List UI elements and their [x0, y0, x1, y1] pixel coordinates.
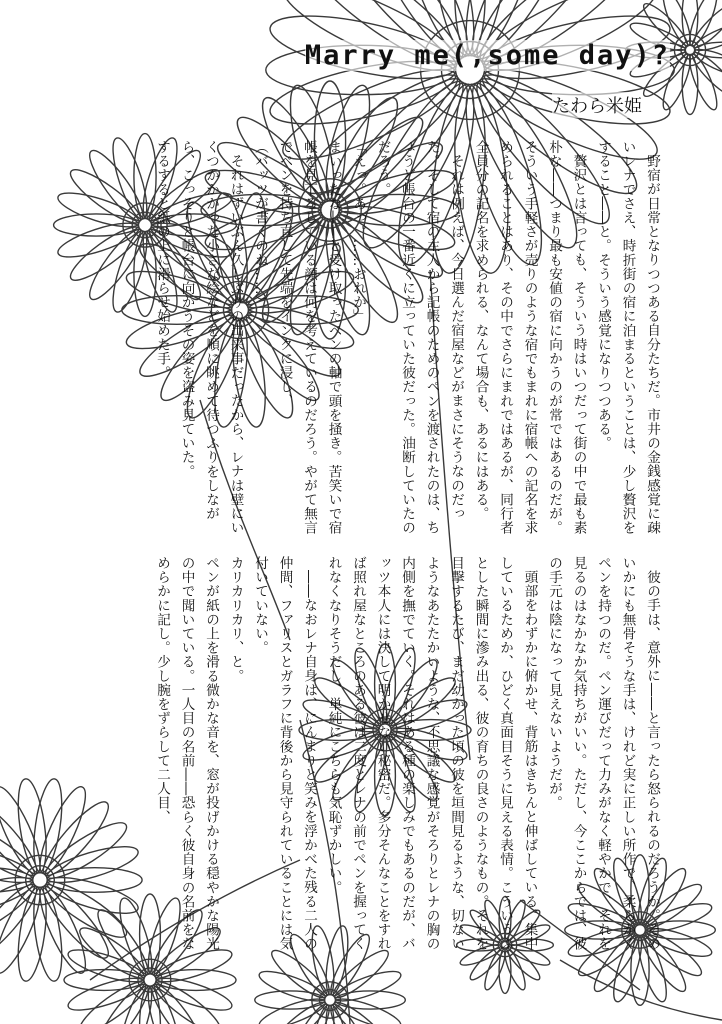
paragraph: まいったな――と受け取ったペンの軸で頭を掻き。苦笑いで宿帳を見下ろしている顔は何を考えているのだろう。やがて無言でペンを持ち直して先端をインクに浸し、 [276, 140, 342, 535]
paragraph: 彼の手は、意外に――と言ったら怒られるのだろうか。そのいかにも無骨そうな手は、けれど実に正しい所作で、柔らかくペンを持つのだ。ペン運びだって力みがなく軽やかで、それを見るのはなかなか気持ちがいい。ただし、今ここからでは、彼の手元は陰になって見えないようだが。 [546, 556, 660, 951]
dialogue-line: 「えっ。あっ。……おれか」 [350, 140, 366, 324]
paragraph: するすると紙の上に滑らせ始めた手。 [154, 140, 170, 380]
paragraph: それはずいぶん久しぶりの出来事だったから、レナは壁にいくつかかかった小さな絵などを順に眺めて待つふりをしながら、こっそりと帳台に向かうその姿を盗み見ていた。 [178, 140, 244, 535]
paragraph: それは例えば、今日選んだ宿屋などがまさにそうなのだった。そして宿の主人から記帳のためのペンを渡されたのは、ちょうど帳台の一番近くに立っていた彼だった。油断していたのだろう。 [374, 140, 464, 535]
text-block-upper [104, 140, 664, 540]
paragraph: 頭部をわずかに俯かせ、背筋はきちんと伸ばしている。集中しているためか、ひどく真面目そうに見える表情。こういうふとした瞬間に滲み出る、彼の育ちの良さのようなもの。それを目撃するたび、まだ幼かった頃の彼を垣間見るような、切ないようなあたたかいような、不思議な感覚がそろりとレナの胸の内側を撫でていく。それはある種の楽しみでもあるのだが、バッツ本人には決して明かせない秘密だ。多分そんなことをすれば照れ屋なところのある彼は二度とレナの前でペンを握ってくれなくなりそうだし、単純にこちらも気恥ずかしい。 [325, 556, 538, 951]
paragraph: ――なおレナ自身は、にんまりと笑みを浮かべた残る二人の仲間、ファリスとガラフに背後から見守られていることには気付いていない。 [252, 556, 317, 951]
thought-line: （バッツが書くのね……） [252, 140, 268, 310]
paragraph: カリカリカリ、と。 [227, 556, 244, 683]
paragraph: ペンが紙の上を滑る微かな音を、窓が投げかける穏やかな陽光の中で聞いている。一人目の名前――恐らく彼自身の名前をなめらかに記し。少し腕をずらして二人目、 [154, 556, 219, 951]
stem-6 [560, 960, 722, 1020]
text-block-lower [104, 556, 664, 956]
author-name: たわら米姫 [552, 92, 642, 118]
page-title: Marry me(,some day)? [304, 40, 670, 71]
paragraph: 贅沢とは言っても、そういう時はいつだって街の中で最も素朴な――つまり最も安値の宿に向かうのが常ではあるのだが。そういう手軽さが売りのような宿でもまれに宿帳への記名を求められることはあり、その中でさらにまれではあるが、同行者全員分の記名を求められる、なんて場合も、あるにはある。 [472, 140, 587, 535]
paragraph: 野宿が日常となりつつある自分たちだ。市井の金銭感覚に疎いレナでさえ、時折街の宿に泊まるということは、少し贅沢をすること――と。そういう感覚になりつつある。 [595, 140, 660, 535]
